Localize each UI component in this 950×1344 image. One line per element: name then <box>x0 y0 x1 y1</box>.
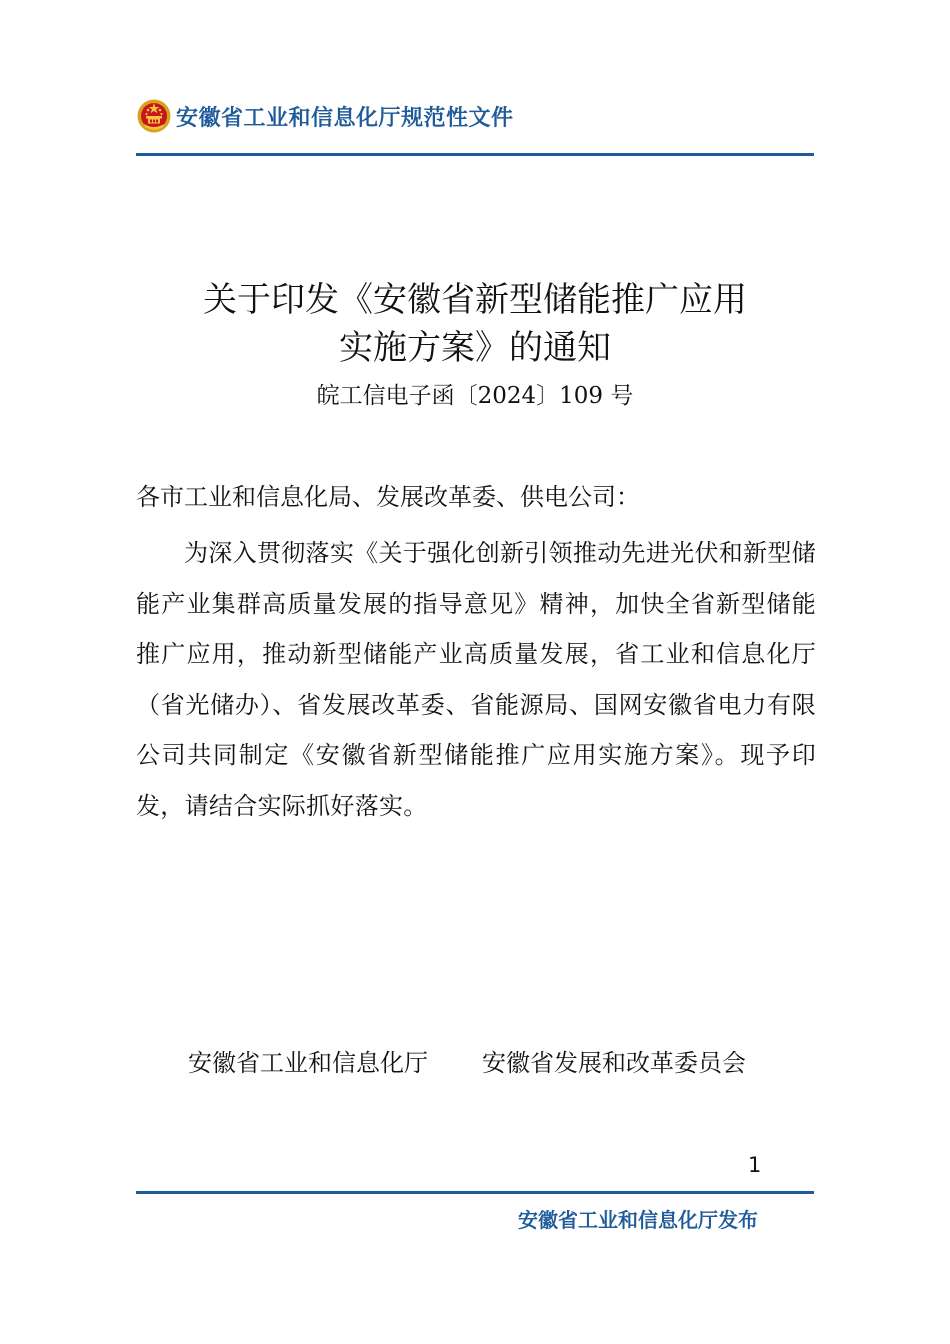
page-number: 1 <box>748 1153 762 1177</box>
header-title: 安徽省工业和信息化厅规范性文件 <box>176 105 514 131</box>
signatory-provincial-industry-department: 安徽省工业和信息化厅 <box>188 1049 428 1077</box>
salutation: 各市工业和信息化局、发展改革委、供电公司： <box>136 483 640 511</box>
header-divider <box>136 153 814 156</box>
document-title-line-1: 关于印发《安徽省新型储能推广应用 <box>203 280 747 320</box>
body-paragraph: 为深入贯彻落实《关于强化创新引领推动先进光伏和新型储能产业集群高质量发展的指导意见》精神，加快全省新型储能推广应用，推动新型储能产业高质量发展，省工业和信息化厅（省光储办）、省发展改革委、省能源局、国网安徽省电力有限公司共同制定《安徽省新型储能推广应用实施方案》。现予印发，请结合实际抓好落实。 <box>136 539 816 820</box>
national-emblem-icon <box>136 98 172 134</box>
footer-divider <box>136 1191 814 1194</box>
document-title-line-2: 实施方案》的通知 <box>339 328 611 368</box>
document-number: 皖工信电子函〔2024〕109 号 <box>316 383 634 409</box>
document-header <box>136 96 514 136</box>
footer-publisher: 安徽省工业和信息化厅发布 <box>518 1208 758 1232</box>
signatory-development-reform-commission: 安徽省发展和改革委员会 <box>482 1049 746 1077</box>
